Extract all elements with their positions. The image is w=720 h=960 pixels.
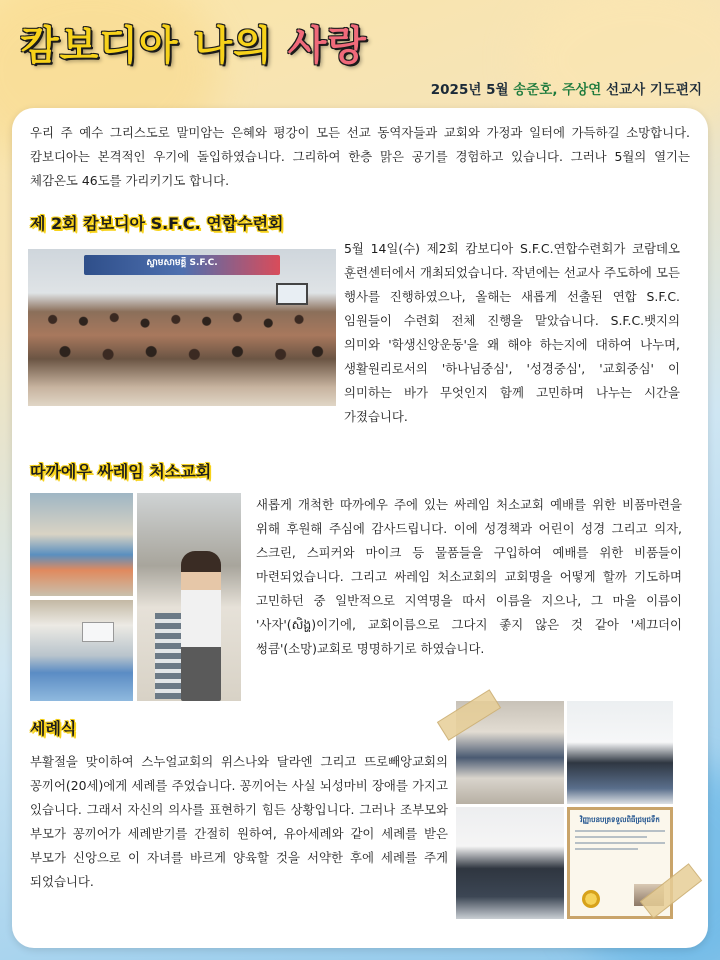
missionary-with-supplies-photo [137, 493, 241, 701]
page-title: 캄보디아 나의 사랑 [20, 23, 367, 69]
sareim-church-paragraph: 새롭게 개척한 따까에우 주에 있는 싸레임 처소교회 예배를 위한 비품마련을 위해 후원해 주심에 감사드립니다. 이에 성경책과 어린이 성경 그리고 의자, 스크린, 스피커와 마이크 등 물품들을 구입하여 예배를 위한 비품들이 마련되었습니다. 그리고 싸레임 처소교회의 교회명을 어떻게 할까 기도하며 고민하던 중 일반적으로 지역명을 따서 이름을 지으나, 그 마을 이름이 '사자'(សិង្ហ)이기에, 교회이름으로 그다지 좋지 않은 것 같아 '세끄더이 썽큼'(소망)교회로 명명하기로 하였습니다. [256, 497, 682, 656]
section-title-sareim-church: 따까에우 싸레임 처소교회 [30, 462, 212, 481]
missionary-names: 송준호, 주상연 [513, 82, 602, 98]
baptism-paragraph: 부활절을 맞이하여 스누얼교회의 위스나와 달라엔 그리고 뜨로빼앙교회의 꽁끼어(20세)에게 세례를 주었습니다. 꽁끼어는 사실 뇌성마비 장애를 가지고 있습니다. 그래서 자신의 의사를 표현하기 힘든 상황입니다. 그러나 조부모와 부모가 꽁끼어가 세례받기를 간절히 원하여, 유아세례와 같이 세례를 받은 부모가 신앙으로 이 자녀를 바르게 양육할 것을 서약한 후에 세례를 주게 되었습니다. [30, 754, 448, 889]
church-screen [82, 622, 114, 642]
section-title-baptism: 세례식 [30, 719, 77, 738]
certificate-title: វិញ្ញាបនបត្រ​ទទួលពិធីជ្រមុជទឹក [580, 816, 660, 824]
sfc-retreat-paragraph: 5월 14일(수) 제2회 캄보디아 S.F.C.연합수련회가 코람데오 훈련센터에서 개최되었습니다. 작년에는 선교사 주도하에 모든 행사를 진행하였으나, 올해는 새롭게 선출된 연합 S.F.C.임원들이 수련회 전체 진행을 맡았습니다. S.F.C.뱃지의 의미와 '학생신앙운동'을 왜 해야 하는지에 대하여 나누며, 생활원리로서의 '하나님중심', '성경중심', '교회중심' 이 의미하는 바가 무엇인지 함께 고민하며 나누는 시간을 가졌습니다. [344, 241, 680, 424]
gold-seal-icon [582, 890, 600, 908]
retreat-banner-text: ស្ចាមសាមគ្គី S.F.C. [146, 258, 218, 268]
certificate-line [575, 842, 665, 844]
intro-paragraph: 우리 주 예수 그리스도로 말미암는 은혜와 평강이 모든 선교 동역자들과 교회와 가정과 일터에 가득하길 소망합니다. 캄보디아는 본격적인 우기에 돌입하였습니다. 그리하여 한층 맑은 공기를 경험하고 있습니다. 그러나 5월의 열기는 체감온도 46도를 가리키기도 합니다. [30, 125, 690, 188]
certificate-line [575, 836, 647, 838]
retreat-group-photo [28, 249, 336, 406]
certificate-line [575, 848, 638, 850]
certificate-line [575, 830, 665, 832]
letter-subtitle [431, 78, 702, 98]
letter-date: 2025년 5월 [430, 82, 509, 98]
baptism-photo-2 [567, 701, 673, 804]
church-interior-photo [30, 600, 133, 701]
children-worship-photo [30, 493, 133, 596]
missionary-figure [181, 551, 221, 701]
baptism-photo-3 [456, 807, 564, 919]
letter-type: 선교사 기도편지 [606, 82, 702, 98]
section-title-sfc-retreat: 제 2회 캄보디아 S.F.C. 연합수련회 [30, 214, 284, 233]
retreat-crowd [28, 301, 336, 393]
